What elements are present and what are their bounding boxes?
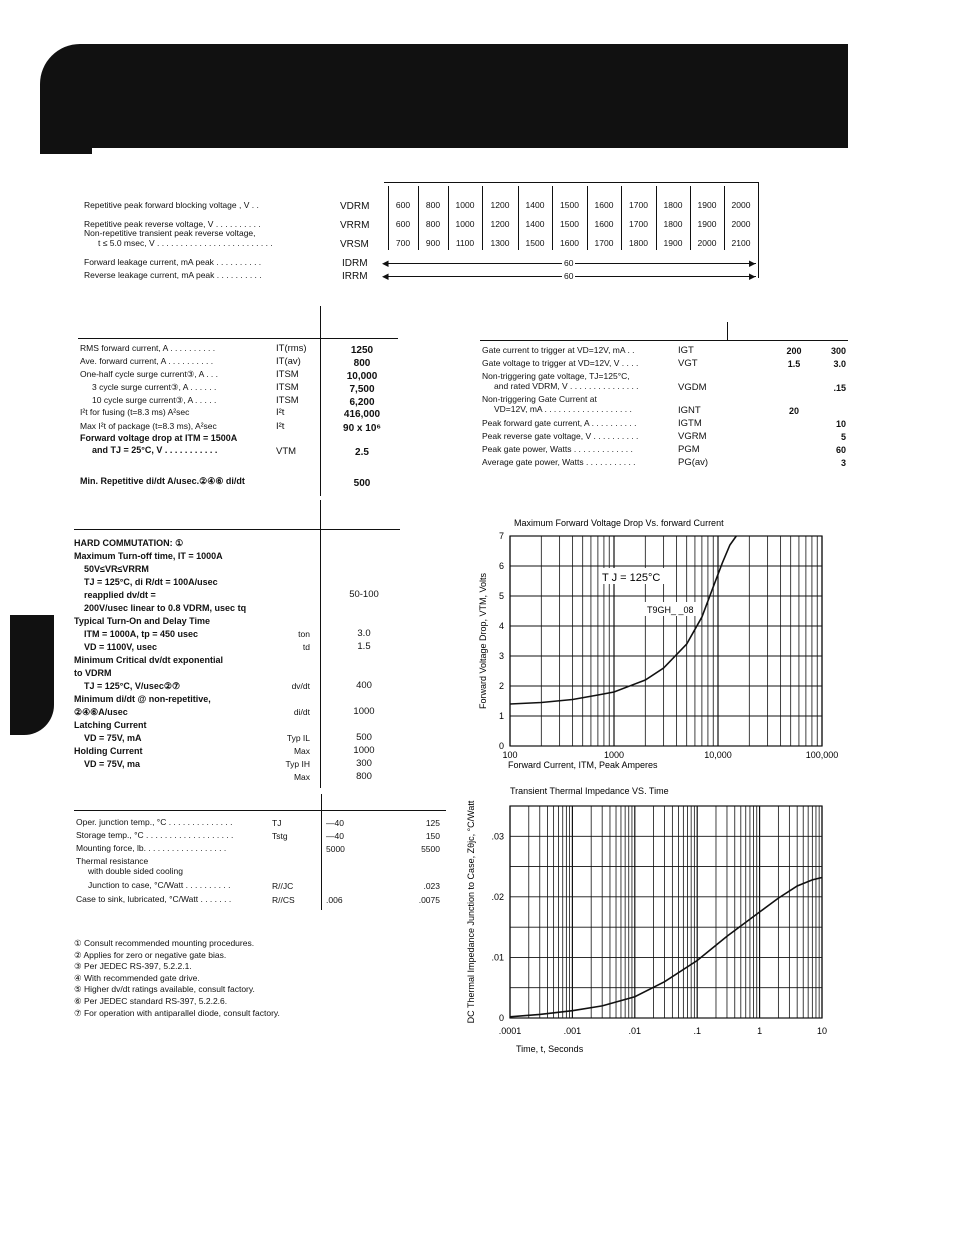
thermal-row-symbol: TJ <box>272 818 282 828</box>
voltage-col-rule <box>388 186 389 250</box>
y-tick-label: 3 <box>498 651 504 661</box>
gate-row-max: 5 <box>840 432 846 442</box>
plot-frame <box>510 536 822 746</box>
switching-column-rule <box>320 500 321 788</box>
voltage-cell: 1400 <box>525 219 545 229</box>
x-tick-label: 10,000 <box>704 750 732 760</box>
switching-row-value: 300 <box>356 758 372 769</box>
x-tick-label: .1 <box>693 1026 701 1036</box>
switching-row-value: 800 <box>356 771 372 782</box>
thermal-row-min: —40 <box>326 818 344 828</box>
current-row-label-cont: and TJ = 25°C, V . . . . . . . . . . . <box>92 445 218 455</box>
gate-row-typ: 1.5 <box>787 359 801 369</box>
y-tick-label: .03 <box>491 831 504 842</box>
switching-row-label: TJ = 125°C, V/usec②⑦ <box>84 681 181 691</box>
x-tick-label: 100,000 <box>805 750 839 760</box>
switching-row-label: reapplied dv/dt = <box>84 590 156 600</box>
x-axis-label: Forward Current, ITM, Peak Amperes <box>508 760 658 770</box>
chart-title: Maximum Forward Voltage Drop Vs. forward Current <box>514 518 724 528</box>
voltage-cell: 1500 <box>560 200 579 210</box>
voltage-col-rule <box>621 186 622 250</box>
thermal-row-label: Case to sink, lubricated, °C/Watt . . . . . . . <box>76 894 232 904</box>
gate-row-symbol: PGM <box>678 444 700 455</box>
data-series-line <box>510 878 822 1017</box>
forward-voltage-chart <box>472 510 848 776</box>
gate-row-label-cont: VD=12V, mA . . . . . . . . . . . . . . . . . . . <box>494 404 632 414</box>
gate-row-label: Peak gate power, Watts . . . . . . . . . . . . . <box>482 444 633 454</box>
gate-row-label: Gate current to trigger at VD=12V, mA . . <box>482 345 635 355</box>
voltage-cell: 2000 <box>731 219 751 229</box>
gate-row-symbol: VGT <box>678 358 698 369</box>
voltage-cell: 1900 <box>697 200 717 210</box>
switching-row-label: Holding Current <box>74 746 143 756</box>
current-row-value: 7,500 <box>349 384 375 395</box>
plot-frame <box>510 806 822 1018</box>
current-header-rule <box>78 338 398 339</box>
switching-row-label: VD = 75V, mA <box>84 733 142 743</box>
voltage-cell: 1700 <box>629 219 648 229</box>
switching-row-symbol: dv/dt <box>291 681 310 691</box>
switching-row-value: 3.0 <box>357 628 371 639</box>
voltage-table-top <box>384 182 758 183</box>
switching-header-rule <box>74 529 400 530</box>
voltage-table-end <box>758 252 759 278</box>
y-tick-label: 2 <box>498 681 504 691</box>
voltage-cell: 1200 <box>490 219 510 229</box>
voltage-cell: 700 <box>395 238 411 248</box>
y-axis-label: Forward Voltage Drop, VTM, Volts <box>478 572 488 710</box>
voltage-col-rule <box>482 186 483 250</box>
current-row-label: 3 cycle surge current③, A . . . . . . <box>92 382 217 392</box>
annotation-tj: T J = 125°C <box>602 572 661 584</box>
y-tick-label: 6 <box>498 561 504 571</box>
current-row-symbol: IT(rms) <box>276 343 307 354</box>
gate-row-label: Non-triggering gate voltage, TJ=125°C, <box>482 371 630 381</box>
gate-row-label-cont: and rated VDRM, V . . . . . . . . . . . . . . . <box>494 381 639 391</box>
current-row-symbol: ITSM <box>276 395 299 406</box>
switching-row-label: ②④⑥A/usec <box>74 707 128 717</box>
footnote: ② Applies for zero or negative gate bias. <box>74 949 227 960</box>
voltage-cell: 1600 <box>560 238 579 248</box>
leakage-value: 60 <box>564 258 574 268</box>
x-tick-label: .01 <box>628 1026 642 1036</box>
voltage-cell: 1600 <box>594 200 614 210</box>
gate-column-rule <box>727 322 728 340</box>
banner-left-decoration <box>40 44 92 154</box>
gate-row-symbol: VGDM <box>678 382 707 393</box>
switching-row-label: VD = 1100V, usec <box>84 642 157 652</box>
annotation-part: T9GH_ _08 <box>647 605 694 615</box>
voltage-col-rule <box>448 186 449 250</box>
voltage-cell: 1200 <box>490 200 510 210</box>
switching-row-label: 50V≤VR≤VRRM <box>84 564 149 574</box>
leakage-arrow-right: ▶ <box>749 258 756 268</box>
thermal-impedance-chart <box>456 780 840 1062</box>
switching-row-symbol: di/dt <box>293 707 310 717</box>
switching-row-symbol: Max <box>293 746 310 756</box>
gate-row-symbol: PG(av) <box>678 457 709 468</box>
current-row-symbol: I²t <box>276 407 285 418</box>
leakage-row-label: Forward leakage current, mA peak . . . . . . . . . . <box>84 257 262 267</box>
footnote: ④ With recommended gate drive. <box>74 972 200 983</box>
thermal-header-rule <box>74 810 446 811</box>
gate-row-symbol: VGRM <box>678 431 707 442</box>
switching-row-value: 1000 <box>353 706 375 717</box>
x-tick-label: 1 <box>757 1026 763 1036</box>
voltage-cell: 1600 <box>594 219 614 229</box>
switching-row-label: to VDRM <box>74 668 112 678</box>
thermal-row-max: 5500 <box>421 844 440 854</box>
voltage-cell: 1700 <box>629 200 648 210</box>
y-tick-label: 7 <box>498 531 504 541</box>
voltage-cell: 1400 <box>525 200 545 210</box>
switching-row-label: 200V/usec linear to 0.8 VDRM, usec tq <box>84 603 247 613</box>
voltage-cell: 600 <box>395 200 411 210</box>
voltage-col-rule <box>587 186 588 250</box>
gate-row-label: Average gate power, Watts . . . . . . . . . . . <box>482 457 636 467</box>
gate-row-max: 3 <box>840 458 846 468</box>
gate-row-typ: 20 <box>788 406 799 416</box>
current-row-label: Ave. forward current, A . . . . . . . . . . <box>80 356 214 366</box>
x-tick-label: .001 <box>563 1026 582 1036</box>
voltage-cell: 1300 <box>490 238 510 248</box>
voltage-col-rule <box>690 186 691 250</box>
side-tab-label <box>12 620 52 730</box>
current-row-symbol: ITSM <box>276 369 299 380</box>
gate-row-max: 10 <box>835 419 846 429</box>
voltage-col-rule <box>656 186 657 250</box>
voltage-cell: 1500 <box>560 219 579 229</box>
y-tick-label: 0 <box>498 1013 504 1023</box>
current-row-symbol: I²t <box>276 421 285 432</box>
gate-row-typ: 200 <box>786 346 802 356</box>
gate-header-rule <box>480 340 848 341</box>
switching-row-label: Minimum Critical dv/dt exponential <box>74 655 224 665</box>
leakage-row-symbol: IRRM <box>342 271 368 282</box>
gate-row-label: Non-triggering Gate Current at <box>482 394 597 404</box>
y-tick-label: 5 <box>498 591 504 601</box>
thermal-row-min: .006 <box>326 895 343 905</box>
voltage-cell: 1700 <box>594 238 614 248</box>
switching-row-symbol: Typ IL <box>286 733 310 743</box>
thermal-row-label: Oper. junction temp., °C . . . . . . . . . . . . . . <box>76 817 233 827</box>
voltage-cell: 2000 <box>697 238 717 248</box>
voltage-cell: 1900 <box>697 219 717 229</box>
x-tick-label: 100 <box>502 750 518 760</box>
voltage-cell: 800 <box>425 200 441 210</box>
footnote: ① Consult recommended mounting procedures. <box>74 938 255 948</box>
switching-row-label: TJ = 125°C, di R/dt = 100A/usec <box>84 577 218 587</box>
thermal-row-label: with double sided cooling <box>88 866 183 876</box>
gate-row-max: .15 <box>833 383 846 393</box>
voltage-cell: 1100 <box>455 238 475 248</box>
thermal-row-label: Junction to case, °C/Watt . . . . . . . . . . <box>88 880 231 890</box>
voltage-cell: 800 <box>425 219 441 229</box>
current-row-label: I²t for fusing (t=8.3 ms) A²sec <box>80 407 190 417</box>
voltage-cell: 1800 <box>663 200 683 210</box>
switching-row-label: VD = 75V, ma <box>84 759 140 769</box>
switching-row-symbol: Typ IH <box>285 759 310 769</box>
voltage-cell: 1000 <box>455 219 475 229</box>
y-tick-label: .02 <box>491 891 504 902</box>
voltage-row-label-cont: t ≤ 5.0 msec, V . . . . . . . . . . . . . . . . . . . . . . . . . <box>98 238 273 248</box>
x-tick-label: .0001 <box>498 1026 522 1036</box>
thermal-row-min: 5000 <box>326 844 345 854</box>
voltage-cell: 1500 <box>525 238 545 248</box>
leakage-value: 60 <box>564 271 574 281</box>
gate-row-label: Peak reverse gate voltage, V . . . . . . . . . . <box>482 431 639 441</box>
x-tick-label: 10 <box>816 1026 828 1036</box>
voltage-cell: 1900 <box>663 238 683 248</box>
leakage-row-symbol: IDRM <box>342 258 368 269</box>
switching-row-label: Maximum Turn-off time, IT = 1000A <box>74 551 223 561</box>
switching-row-value: 1000 <box>353 745 375 756</box>
voltage-col-rule <box>518 186 519 250</box>
data-series-line <box>510 536 736 704</box>
y-tick-label: 1 <box>498 711 504 721</box>
voltage-row-label: Repetitive peak reverse voltage, V . . . . . . . . . . <box>84 219 261 229</box>
voltage-cell: 2100 <box>731 238 751 248</box>
switching-row-symbol: td <box>302 642 310 652</box>
switching-row-value: 50-100 <box>349 589 379 600</box>
x-tick-label: 1000 <box>603 750 625 760</box>
current-row-label: Max I²t of package (t=8.3 ms), A²sec <box>80 421 217 431</box>
switching-row-label: Latching Current <box>74 720 147 730</box>
y-tick-label: .01 <box>491 952 504 963</box>
current-row-value: 500 <box>353 478 371 489</box>
gate-row-label: Gate voltage to trigger at VD=12V, V . . . . <box>482 358 639 368</box>
gate-row-max: 60 <box>835 445 846 455</box>
current-row-value: 1250 <box>350 345 374 356</box>
voltage-cell: 1000 <box>455 200 475 210</box>
chart-title: Transient Thermal Impedance VS. Time <box>510 786 669 796</box>
leakage-arrow-left: ◀ <box>382 258 389 268</box>
gate-row-symbol: IGNT <box>678 405 701 416</box>
thermal-row-max: .023 <box>423 881 440 891</box>
thermal-row-symbol: Tstg <box>272 831 288 841</box>
gate-row-symbol: IGTM <box>678 418 702 429</box>
current-row-label: Forward voltage drop at ITM = 1500A <box>80 433 238 443</box>
voltage-cell: 900 <box>425 238 441 248</box>
thermal-row-symbol: R//JC <box>272 881 294 891</box>
current-row-symbol: IT(av) <box>276 356 301 367</box>
thermal-row-min: —40 <box>326 831 344 841</box>
voltage-col-rule <box>758 182 759 252</box>
y-axis-label: DC Thermal Impedance Junction to Case, Zθjc, °C/Watt <box>466 800 476 1024</box>
switching-row-symbol: Max <box>293 772 310 782</box>
voltage-col-rule <box>724 186 725 250</box>
voltage-cell: 1800 <box>663 219 683 229</box>
leakage-arrow-left: ◀ <box>382 271 389 281</box>
current-row-label: RMS forward current, A . . . . . . . . . . <box>80 343 216 353</box>
switching-row-symbol: ton <box>298 629 310 639</box>
current-column-rule <box>320 306 321 496</box>
y-tick-label: 0 <box>498 741 504 751</box>
footnote: ⑦ For operation with antiparallel diode, consult factory. <box>74 1007 280 1018</box>
voltage-cell: 600 <box>395 219 411 229</box>
x-axis-label: Time, t, Seconds <box>516 1044 584 1054</box>
switching-row-value: 500 <box>356 732 372 743</box>
switching-row-value: 1.5 <box>357 641 371 652</box>
thermal-row-max: 125 <box>425 818 440 828</box>
voltage-row-symbol: VDRM <box>340 201 370 212</box>
thermal-row-label: Mounting force, lb. . . . . . . . . . . . . . . . . . <box>76 843 227 853</box>
switching-row-label: Minimum di/dt @ non-repetitive, <box>74 694 211 704</box>
thermal-row-max: 150 <box>425 831 440 841</box>
current-row-value: 90 x 10⁶ <box>343 423 381 434</box>
switching-row-label: ITM = 1000A, tp = 450 usec <box>84 629 199 639</box>
gate-row-symbol: IGT <box>678 345 694 356</box>
gate-row-label: Peak forward gate current, A . . . . . . . . . . <box>482 418 637 428</box>
current-row-label: One-half cycle surge current③, A . . . <box>80 369 219 379</box>
current-row-label: 10 cycle surge current③, A . . . . . <box>92 395 217 405</box>
switching-row-value: 400 <box>356 680 372 691</box>
current-row-label: Min. Repetitive di/dt A/usec.②④⑥ di/dt <box>80 476 245 486</box>
leakage-arrow-right: ▶ <box>749 271 756 281</box>
thermal-row-max: .0075 <box>418 895 440 905</box>
switching-row-label: HARD COMMUTATION: ① <box>74 538 184 548</box>
current-row-value: 6,200 <box>349 397 375 408</box>
gate-row-max: 300 <box>830 346 846 356</box>
voltage-col-rule <box>552 186 553 250</box>
title-banner <box>92 44 848 148</box>
footnote: ③ Per JEDEC RS-397, 5.2.2.1. <box>74 961 192 972</box>
current-row-symbol: ITSM <box>276 382 299 393</box>
voltage-row-symbol: VRSM <box>340 239 369 250</box>
thermal-row-label: Thermal resistance <box>76 856 149 866</box>
current-row-value: 10,000 <box>346 371 378 382</box>
footnote: ⑥ Per JEDEC standard RS-397, 5.2.2.6. <box>74 996 228 1006</box>
gate-row-max: 3.0 <box>833 359 846 369</box>
thermal-row-symbol: R//CS <box>272 895 295 905</box>
voltage-col-rule <box>418 186 419 250</box>
voltage-row-symbol: VRRM <box>340 220 370 231</box>
current-row-value: 800 <box>353 358 371 369</box>
voltage-row-label: Repetitive peak forward blocking voltage , V . . <box>84 200 259 210</box>
leakage-row-label: Reverse leakage current, mA peak . . . . . . . . . . <box>84 270 262 280</box>
voltage-cell: 2000 <box>731 200 751 210</box>
voltage-row-label: Non-repetitive transient peak reverse voltage, <box>84 228 256 238</box>
footnote: ⑤ Higher dv/dt ratings available, consult factory. <box>74 984 255 995</box>
voltage-cell: 1800 <box>629 238 648 248</box>
current-row-value: 416,000 <box>343 409 381 420</box>
switching-row-label: Typical Turn-On and Delay Time <box>74 616 211 626</box>
current-row-value: 2.5 <box>355 447 369 458</box>
thermal-column-rule <box>321 794 322 910</box>
y-tick-label: 4 <box>498 621 504 631</box>
thermal-row-label: Storage temp., °C . . . . . . . . . . . . . . . . . . . <box>76 830 234 840</box>
current-row-symbol: VTM <box>276 446 297 457</box>
